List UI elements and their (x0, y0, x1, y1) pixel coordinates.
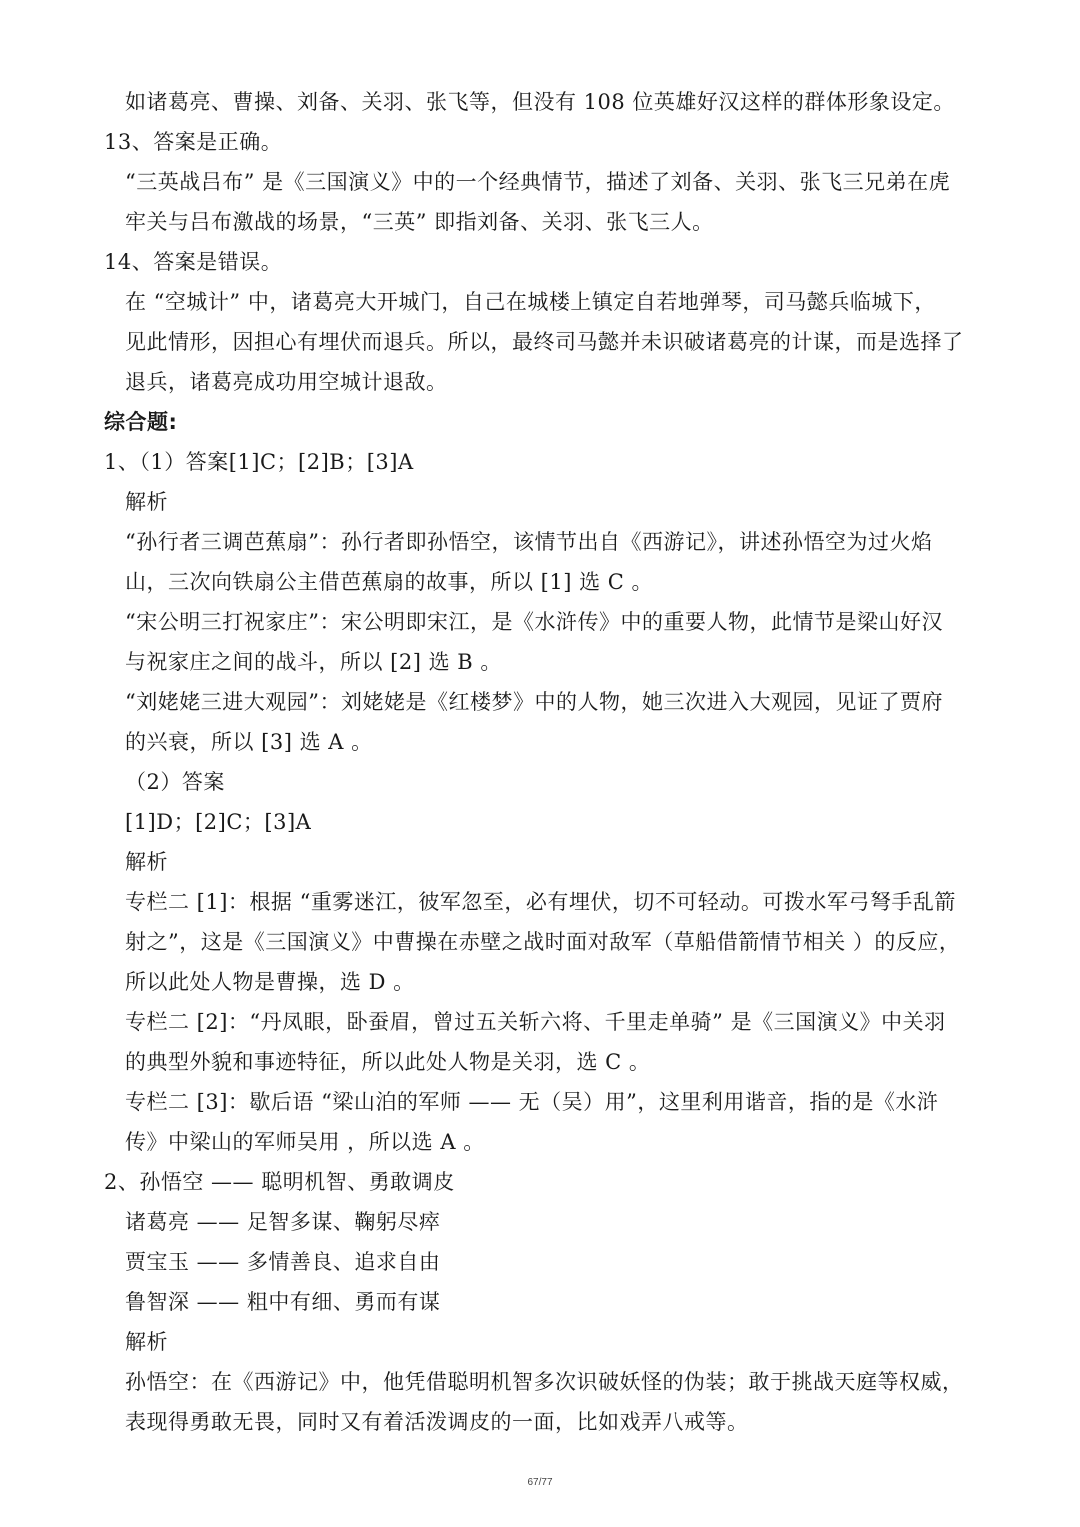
answer-1-2: （2）答案 (125, 770, 225, 794)
text-line: “三英战吕布” 是《三国演义》中的一个经典情节，描述了刘备、关羽、张飞三兄弟在虎 (125, 170, 951, 194)
text-line: 诸葛亮 —— 足智多谋、鞠躬尽瘁 (125, 1210, 441, 1234)
text-line: 牢关与吕布激战的场景，“三英” 即指刘备、关羽、张飞三人。 (125, 210, 714, 234)
text-line: 在 “空城计” 中，诸葛亮大开城门，自己在城楼上镇定自若地弹琴，司马懿兵临城下， (125, 290, 936, 314)
text-line: 与祝家庄之间的战斗，所以 [2] 选 B 。 (125, 650, 502, 674)
text-line: “刘姥姥三进大观园”：刘姥姥是《红楼梦》中的人物，她三次进入大观园，见证了贾府 (125, 690, 943, 714)
text-line: 鲁智深 —— 粗中有细、勇而有谋 (125, 1290, 441, 1314)
page-number: 67/77 (527, 1477, 553, 1488)
analysis-label: 解析 (125, 1330, 168, 1354)
text-line: 退兵，诸葛亮成功用空城计退敌。 (125, 370, 448, 394)
analysis-label: 解析 (125, 490, 168, 514)
text-line: 见此情形，因担心有埋伏而退兵。所以，最终司马懿并未识破诸葛亮的计谋，而是选择了 (125, 330, 964, 354)
text-line: [1]D；[2]C；[3]A (125, 810, 312, 834)
answer-14: 14、答案是错误。 (104, 250, 283, 274)
text-line: 表现得勇敢无畏，同时又有着活泼调皮的一面，比如戏弄八戒等。 (125, 1410, 749, 1434)
text-line: 如诸葛亮、曹操、刘备、关羽、张飞等，但没有 108 位英雄好汉这样的群体形象设定。 (125, 90, 955, 114)
text-line: “宋公明三打祝家庄”：宋公明即宋江，是《水浒传》中的重要人物，此情节是梁山好汉 (125, 610, 943, 634)
text-line: 山，三次向铁扇公主借芭蕉扇的故事，所以 [1] 选 C 。 (125, 570, 654, 594)
text-line: 传》中梁山的军师吴用 ，所以选 A 。 (125, 1130, 485, 1154)
section-heading: 综合题: (104, 410, 178, 434)
text-line: 专栏二 [3]：歇后语 “梁山泊的军师 —— 无（吴）用”，这里利用谐音，指的是《水浒 (125, 1090, 939, 1114)
text-line: 射之”，这是《三国演义》中曹操在赤壁之战时面对敌军（草船借箭情节相关 ）的反应， (125, 930, 961, 954)
text-line: 的兴衰，所以 [3] 选 A 。 (125, 730, 373, 754)
answer-1-1: 1、（1）答案[1]C；[2]B；[3]A (104, 450, 414, 474)
text-line: 专栏二 [2]：“丹凤眼，卧蚕眉，曾过五关斩六将、千里走单骑” 是《三国演义》中关羽 (125, 1010, 946, 1034)
text-line: 所以此处人物是曹操，选 D 。 (125, 970, 415, 994)
answer-13: 13、答案是正确。 (104, 130, 283, 154)
text-line: 的典型外貌和事迹特征，所以此处人物是关羽，选 C 。 (125, 1050, 651, 1074)
analysis-label: 解析 (125, 850, 168, 874)
text-line: 孙悟空：在《西游记》中，他凭借聪明机智多次识破妖怪的伪装；敢于挑战天庭等权威， (125, 1370, 964, 1394)
answer-2: 2、孙悟空 —— 聪明机智、勇敢调皮 (104, 1170, 455, 1194)
text-line: 专栏二 [1]：根据 “重雾迷江，彼军忽至，必有埋伏，切不可轻动。可拨水军弓弩手乱箭 (125, 890, 956, 914)
text-line: 贾宝玉 —— 多情善良、追求自由 (125, 1250, 441, 1274)
text-line: “孙行者三调芭蕉扇”：孙行者即孙悟空，该情节出自《西游记》，讲述孙悟空为过火焰 (125, 530, 933, 554)
